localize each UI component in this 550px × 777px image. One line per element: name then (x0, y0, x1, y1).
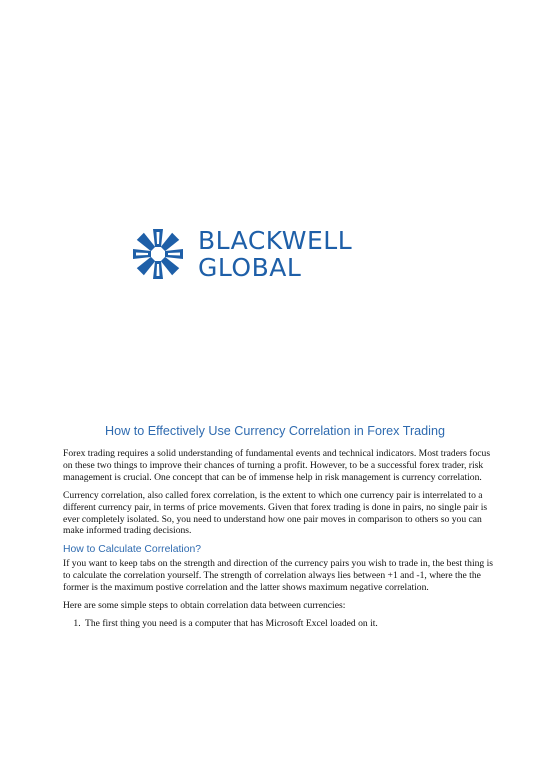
logo-line-2: GLOBAL (198, 253, 302, 282)
starburst-logo-icon (128, 224, 188, 284)
intro-paragraph: Forex trading requires a solid understanding of fundamental events and technical indicators. Most traders focus on these two things to improve their chances of turning a profit. However, to be a successful forex trader, risk management is crucial. One concept that can be of immense help in risk management is currency correlation. (63, 448, 491, 483)
logo-line-1: BLACKWELL (198, 226, 353, 255)
logo-wordmark (198, 227, 352, 281)
steps-intro-paragraph: Here are some simple steps to obtain correlation data between currencies: (63, 600, 346, 612)
list-item: 1. The first thing you need is a computer that has Microsoft Excel loaded on it. (83, 618, 493, 630)
steps-list (63, 618, 493, 630)
company-logo (128, 224, 352, 284)
section-paragraph: If you want to keep tabs on the strength and direction of the currency pairs you wish to trade in, the best thing is to calculate the correlation yourself. The strength of correlation always lies between +1 and -1, where the the former is the maximum postive correlation and the latter shows maximum negative correlation. (63, 558, 494, 594)
document-title: How to Effectively Use Currency Correlation in Forex Trading (105, 424, 445, 438)
definition-paragraph: Currency correlation, also called forex correlation, is the extent to which one currency pair is interrelated to a different currency pair, in terms of price movements. Given that forex trading is done in pairs, no single pair is ever completely isolated. So, you need to understand how one pair moves in comparison to others so you can make informed trading decisions. (63, 489, 488, 537)
section-heading: How to Calculate Correlation? (63, 544, 202, 556)
document-body (63, 448, 493, 630)
